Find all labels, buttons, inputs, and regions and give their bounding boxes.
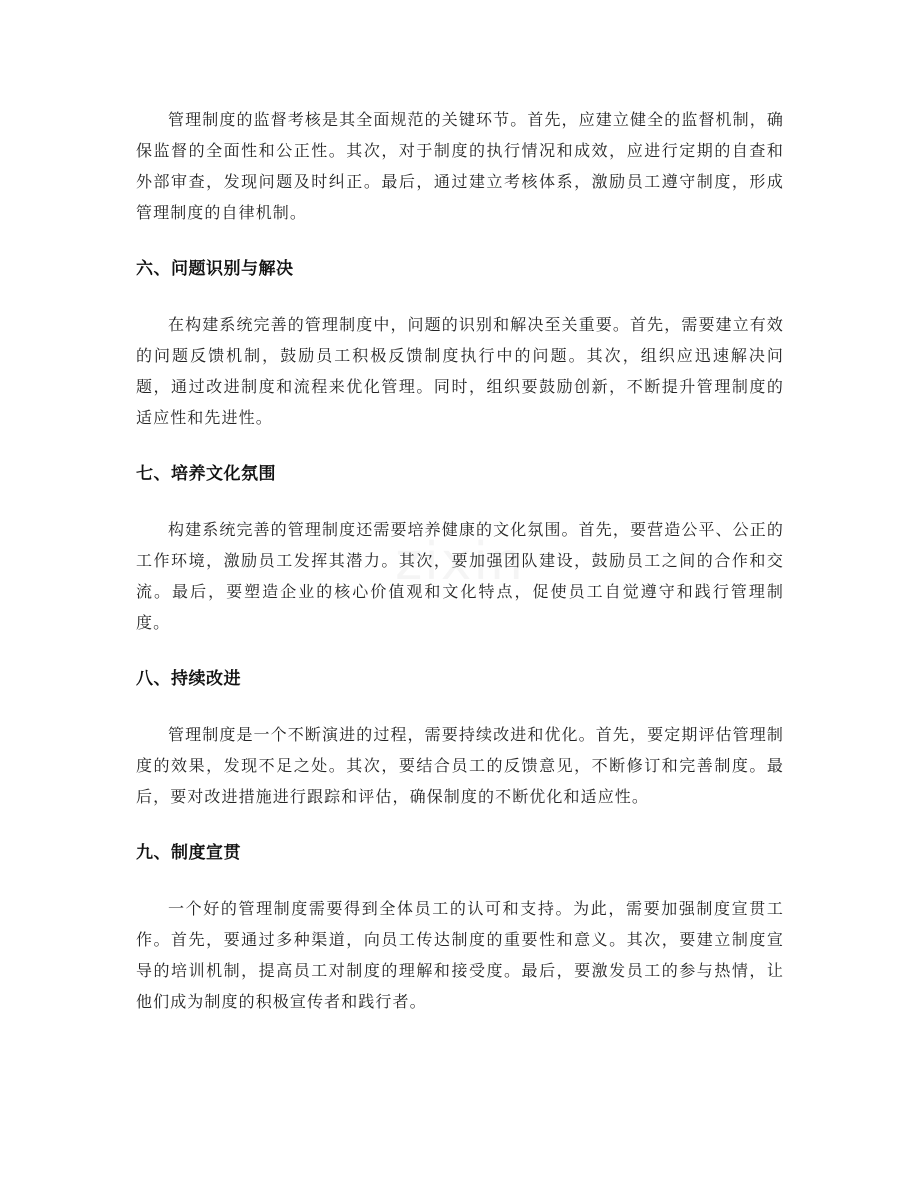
heading-section-7: 七、培养文化氛围 (136, 464, 276, 484)
paragraph-supervision: 管理制度的监督考核是其全面规范的关键环节。首先，应建立健全的监督机制，确保监督的全面性和公正性。其次，对于制度的执行情况和成效，应进行定期的自查和外部审查，发现问题及时纠正。最后，通过建立考核体系，激励员工遵守制度，形成管理制度的自律机制。 (136, 110, 784, 222)
paragraph-section-9: 一个好的管理制度需要得到全体员工的认可和支持。为此，需要加强制度宣贯工作。首先，要通过多种渠道，向员工传达制度的重要性和意义。其次，要建立制度宣导的培训机制，提高员工对制度的理解和接受度。最后，要激发员工的参与热情，让他们成为制度的积极宣传者和践行者。 (136, 899, 784, 1011)
paragraph-section-7: 构建系统完善的管理制度还需要培养健康的文化氛围。首先，要营造公平、公正的工作环境，激励员工发挥其潜力。其次，要加强团队建设，鼓励员工之间的合作和交流。最后，要塑造企业的核心价值观和文化特点，促使员工自觉遵守和践行管理制度。 (136, 520, 784, 632)
document-body (136, 104, 784, 1017)
paragraph-section-6: 在构建系统完善的管理制度中，问题的识别和解决至关重要。首先，需要建立有效的问题反馈机制，鼓励员工积极反馈制度执行中的问题。其次，组织应迅速解决问题，通过改进制度和流程来优化管理。同时，组织要鼓励创新，不断提升管理制度的适应性和先进性。 (136, 315, 784, 427)
heading-section-9: 九、制度宣贯 (136, 843, 241, 863)
heading-section-8: 八、持续改进 (136, 669, 241, 689)
paragraph-section-8: 管理制度是一个不断演进的过程，需要持续改进和优化。首先，要定期评估管理制度的效果，发现不足之处。其次，要结合员工的反馈意见，不断修订和完善制度。最后，要对改进措施进行跟踪和评估，确保制度的不断优化和适应性。 (136, 725, 784, 806)
heading-section-6: 六、问题识别与解决 (136, 259, 294, 279)
